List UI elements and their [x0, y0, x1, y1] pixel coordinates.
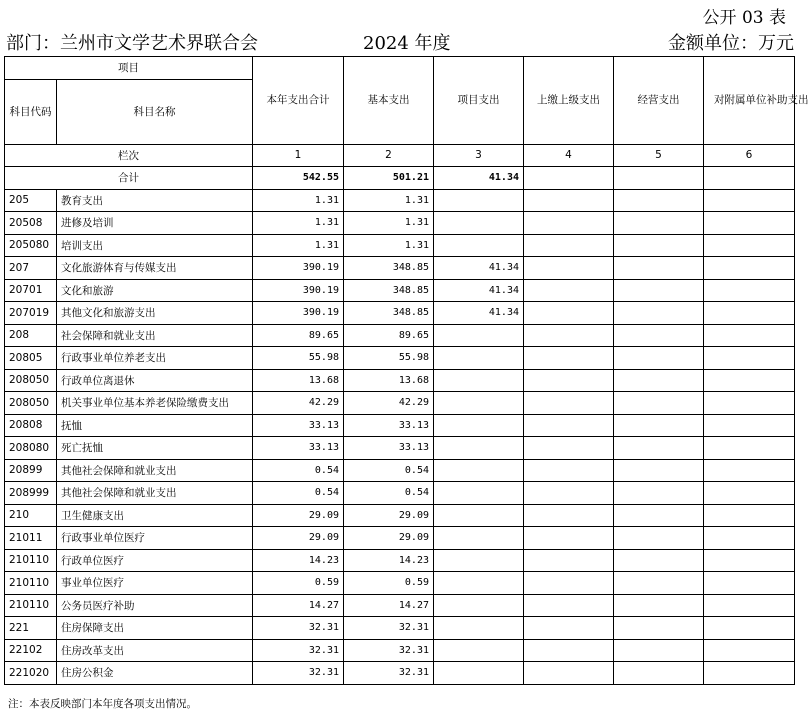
table-row: [5, 572, 795, 595]
amount-cell: [704, 482, 795, 505]
subject-code: 210110: [5, 549, 57, 572]
table-row: [5, 437, 795, 460]
subject-name: 行政单位离退休: [57, 369, 253, 392]
subject-name: 抚恤: [57, 414, 253, 437]
table-row: [5, 617, 795, 640]
item-header: 项目: [5, 57, 253, 80]
amount-cell: 348.85: [344, 302, 434, 325]
amount-cell: [704, 594, 795, 617]
subject-name: 公务员医疗补助: [57, 594, 253, 617]
total-value: 41.34: [434, 167, 524, 190]
amount-cell: 13.68: [344, 369, 434, 392]
amount-cell: 1.31: [344, 189, 434, 212]
amount-cell: [704, 617, 795, 640]
amount-cell: 390.19: [253, 257, 344, 280]
amount-cell: 41.34: [434, 279, 524, 302]
column-header: 对附属单位补助支出: [704, 57, 795, 145]
subject-code: 210: [5, 504, 57, 527]
amount-cell: [614, 662, 704, 685]
amount-cell: [524, 302, 614, 325]
column-header: 项目支出: [434, 57, 524, 145]
amount-cell: [704, 504, 795, 527]
amount-cell: [434, 392, 524, 415]
amount-cell: [434, 549, 524, 572]
table-row: [5, 594, 795, 617]
amount-cell: [704, 279, 795, 302]
amount-cell: [434, 347, 524, 370]
amount-cell: 348.85: [344, 257, 434, 280]
order-number: 2: [344, 144, 434, 167]
subject-name: 事业单位医疗: [57, 572, 253, 595]
total-row: [5, 167, 795, 190]
subject-code: 205080: [5, 234, 57, 257]
amount-cell: 41.34: [434, 302, 524, 325]
table-row: [5, 212, 795, 235]
report-header: [6, 29, 794, 55]
amount-cell: [434, 504, 524, 527]
subject-code: 20808: [5, 414, 57, 437]
amount-cell: [524, 234, 614, 257]
amount-cell: 32.31: [253, 639, 344, 662]
amount-cell: [704, 392, 795, 415]
amount-cell: 29.09: [253, 527, 344, 550]
amount-cell: [524, 414, 614, 437]
amount-cell: 33.13: [344, 437, 434, 460]
amount-cell: 42.29: [253, 392, 344, 415]
amount-cell: [614, 234, 704, 257]
amount-cell: 0.59: [344, 572, 434, 595]
amount-cell: [614, 392, 704, 415]
total-label: 合计: [5, 167, 253, 190]
table-row: [5, 662, 795, 685]
amount-cell: [704, 662, 795, 685]
amount-cell: [614, 302, 704, 325]
amount-cell: [524, 212, 614, 235]
amount-cell: 33.13: [344, 414, 434, 437]
table-row: [5, 279, 795, 302]
subject-name: 机关事业单位基本养老保险缴费支出: [57, 392, 253, 415]
column-header: 本年支出合计: [253, 57, 344, 145]
amount-cell: [524, 482, 614, 505]
amount-cell: [704, 347, 795, 370]
amount-cell: [434, 212, 524, 235]
amount-cell: [524, 639, 614, 662]
amount-cell: [704, 324, 795, 347]
amount-cell: 32.31: [344, 639, 434, 662]
amount-cell: 29.09: [344, 504, 434, 527]
subject-code: 208050: [5, 369, 57, 392]
subject-code: 221020: [5, 662, 57, 685]
amount-cell: [524, 324, 614, 347]
column-header: 上缴上级支出: [524, 57, 614, 145]
amount-cell: 33.13: [253, 437, 344, 460]
amount-cell: 41.34: [434, 257, 524, 280]
subject-name: 教育支出: [57, 189, 253, 212]
amount-cell: 29.09: [253, 504, 344, 527]
amount-cell: [524, 504, 614, 527]
subject-code: 205: [5, 189, 57, 212]
subject-code: 207019: [5, 302, 57, 325]
table-row: [5, 504, 795, 527]
subject-code: 20899: [5, 459, 57, 482]
amount-cell: [524, 257, 614, 280]
amount-cell: [614, 189, 704, 212]
amount-cell: 89.65: [253, 324, 344, 347]
table-row: [5, 549, 795, 572]
total-value: [614, 167, 704, 190]
amount-cell: 32.31: [253, 617, 344, 640]
amount-cell: [614, 549, 704, 572]
amount-cell: 1.31: [344, 212, 434, 235]
order-number: 5: [614, 144, 704, 167]
subject-code: 207: [5, 257, 57, 280]
subject-code: 20508: [5, 212, 57, 235]
subject-name: 文化旅游体育与传媒支出: [57, 257, 253, 280]
subject-name: 其他社会保障和就业支出: [57, 459, 253, 482]
subject-code: 208050: [5, 392, 57, 415]
amount-cell: [434, 459, 524, 482]
subject-code: 208999: [5, 482, 57, 505]
amount-cell: [614, 639, 704, 662]
amount-cell: 14.23: [253, 549, 344, 572]
table-row: [5, 257, 795, 280]
amount-cell: 14.27: [253, 594, 344, 617]
table-row: [5, 392, 795, 415]
table-row: [5, 302, 795, 325]
amount-cell: [614, 527, 704, 550]
amount-cell: [524, 392, 614, 415]
amount-cell: 0.54: [344, 482, 434, 505]
amount-cell: [524, 279, 614, 302]
subject-code: 221: [5, 617, 57, 640]
subject-code: 20701: [5, 279, 57, 302]
amount-cell: [614, 572, 704, 595]
amount-cell: [704, 527, 795, 550]
amount-cell: [524, 617, 614, 640]
amount-cell: 55.98: [253, 347, 344, 370]
amount-cell: 32.31: [253, 662, 344, 685]
amount-cell: [434, 482, 524, 505]
subject-name: 行政事业单位养老支出: [57, 347, 253, 370]
amount-cell: 0.54: [253, 482, 344, 505]
table-row: [5, 414, 795, 437]
amount-cell: [524, 527, 614, 550]
amount-cell: [614, 459, 704, 482]
amount-cell: [704, 302, 795, 325]
subject-code: 21011: [5, 527, 57, 550]
amount-cell: [524, 459, 614, 482]
amount-cell: [524, 572, 614, 595]
amount-cell: [434, 234, 524, 257]
amount-cell: 1.31: [253, 212, 344, 235]
subject-name: 住房公积金: [57, 662, 253, 685]
amount-cell: [704, 369, 795, 392]
amount-cell: [434, 662, 524, 685]
subject-name: 卫生健康支出: [57, 504, 253, 527]
amount-cell: [704, 549, 795, 572]
amount-cell: 14.23: [344, 549, 434, 572]
subject-name: 死亡抚恤: [57, 437, 253, 460]
table-row: [5, 459, 795, 482]
amount-cell: [704, 572, 795, 595]
amount-cell: 55.98: [344, 347, 434, 370]
amount-cell: [704, 234, 795, 257]
table-row: [5, 189, 795, 212]
amount-cell: [614, 212, 704, 235]
amount-cell: 348.85: [344, 279, 434, 302]
amount-cell: [614, 482, 704, 505]
order-number: 1: [253, 144, 344, 167]
subject-code: 208080: [5, 437, 57, 460]
total-value: 542.55: [253, 167, 344, 190]
amount-cell: [614, 617, 704, 640]
amount-cell: [524, 662, 614, 685]
subject-name: 文化和旅游: [57, 279, 253, 302]
amount-cell: 1.31: [253, 234, 344, 257]
column-header: 基本支出: [344, 57, 434, 145]
amount-cell: [704, 459, 795, 482]
subject-name: 住房保障支出: [57, 617, 253, 640]
footnote: 注：本表反映部门本年度各项支出情况。: [8, 698, 197, 710]
subject-code: 208: [5, 324, 57, 347]
amount-cell: [614, 279, 704, 302]
amount-cell: [434, 572, 524, 595]
amount-cell: [524, 347, 614, 370]
amount-cell: [704, 639, 795, 662]
subject-code: 20805: [5, 347, 57, 370]
year-label: 2024 年度: [363, 33, 451, 54]
amount-cell: [524, 369, 614, 392]
subject-name: 培训支出: [57, 234, 253, 257]
name-header: 科目名称: [57, 79, 253, 144]
table-row: [5, 347, 795, 370]
amount-cell: [434, 324, 524, 347]
table-row: [5, 324, 795, 347]
subject-name: 行政事业单位医疗: [57, 527, 253, 550]
amount-cell: 33.13: [253, 414, 344, 437]
amount-cell: [524, 594, 614, 617]
amount-cell: [704, 414, 795, 437]
amount-cell: 14.27: [344, 594, 434, 617]
table-row: [5, 369, 795, 392]
amount-cell: [434, 639, 524, 662]
amount-cell: [434, 189, 524, 212]
table-row: [5, 234, 795, 257]
subject-code: 210110: [5, 572, 57, 595]
amount-cell: [434, 617, 524, 640]
table-row: [5, 639, 795, 662]
amount-cell: 1.31: [253, 189, 344, 212]
form-number: 公开 03 表: [702, 8, 786, 28]
amount-cell: [614, 414, 704, 437]
order-number: 6: [704, 144, 795, 167]
amount-cell: 32.31: [344, 662, 434, 685]
department-label: 部门：兰州市文学艺术界联合会: [6, 33, 258, 54]
amount-cell: 0.59: [253, 572, 344, 595]
amount-cell: 1.31: [344, 234, 434, 257]
amount-cell: [614, 504, 704, 527]
amount-cell: [524, 549, 614, 572]
subject-name: 社会保障和就业支出: [57, 324, 253, 347]
order-number: 3: [434, 144, 524, 167]
subject-name: 其他文化和旅游支出: [57, 302, 253, 325]
code-header: 科目代码: [5, 79, 57, 144]
subject-code: 22102: [5, 639, 57, 662]
amount-cell: [614, 594, 704, 617]
expenditure-table: [4, 56, 809, 685]
table-row: [5, 482, 795, 505]
amount-cell: [614, 324, 704, 347]
amount-cell: [614, 437, 704, 460]
amount-cell: 390.19: [253, 279, 344, 302]
subject-name: 进修及培训: [57, 212, 253, 235]
amount-cell: [434, 369, 524, 392]
amount-cell: 0.54: [344, 459, 434, 482]
amount-cell: [614, 347, 704, 370]
unit-label: 金额单位：万元: [668, 33, 794, 54]
amount-cell: [524, 437, 614, 460]
amount-cell: [434, 437, 524, 460]
amount-cell: 89.65: [344, 324, 434, 347]
amount-cell: 42.29: [344, 392, 434, 415]
amount-cell: 32.31: [344, 617, 434, 640]
amount-cell: 390.19: [253, 302, 344, 325]
amount-cell: [704, 257, 795, 280]
amount-cell: [614, 257, 704, 280]
total-value: [704, 167, 795, 190]
subject-name: 行政单位医疗: [57, 549, 253, 572]
amount-cell: [704, 189, 795, 212]
amount-cell: 13.68: [253, 369, 344, 392]
order-label: 栏次: [5, 144, 253, 167]
amount-cell: [704, 212, 795, 235]
amount-cell: [434, 594, 524, 617]
subject-name: 其他社会保障和就业支出: [57, 482, 253, 505]
subject-name: 住房改革支出: [57, 639, 253, 662]
total-value: [524, 167, 614, 190]
order-number: 4: [524, 144, 614, 167]
amount-cell: [704, 437, 795, 460]
total-value: 501.21: [344, 167, 434, 190]
amount-cell: 0.54: [253, 459, 344, 482]
amount-cell: [614, 369, 704, 392]
amount-cell: 29.09: [344, 527, 434, 550]
table-row: [5, 527, 795, 550]
amount-cell: [434, 527, 524, 550]
column-header: 经营支出: [614, 57, 704, 145]
subject-code: 210110: [5, 594, 57, 617]
amount-cell: [524, 189, 614, 212]
amount-cell: [434, 414, 524, 437]
